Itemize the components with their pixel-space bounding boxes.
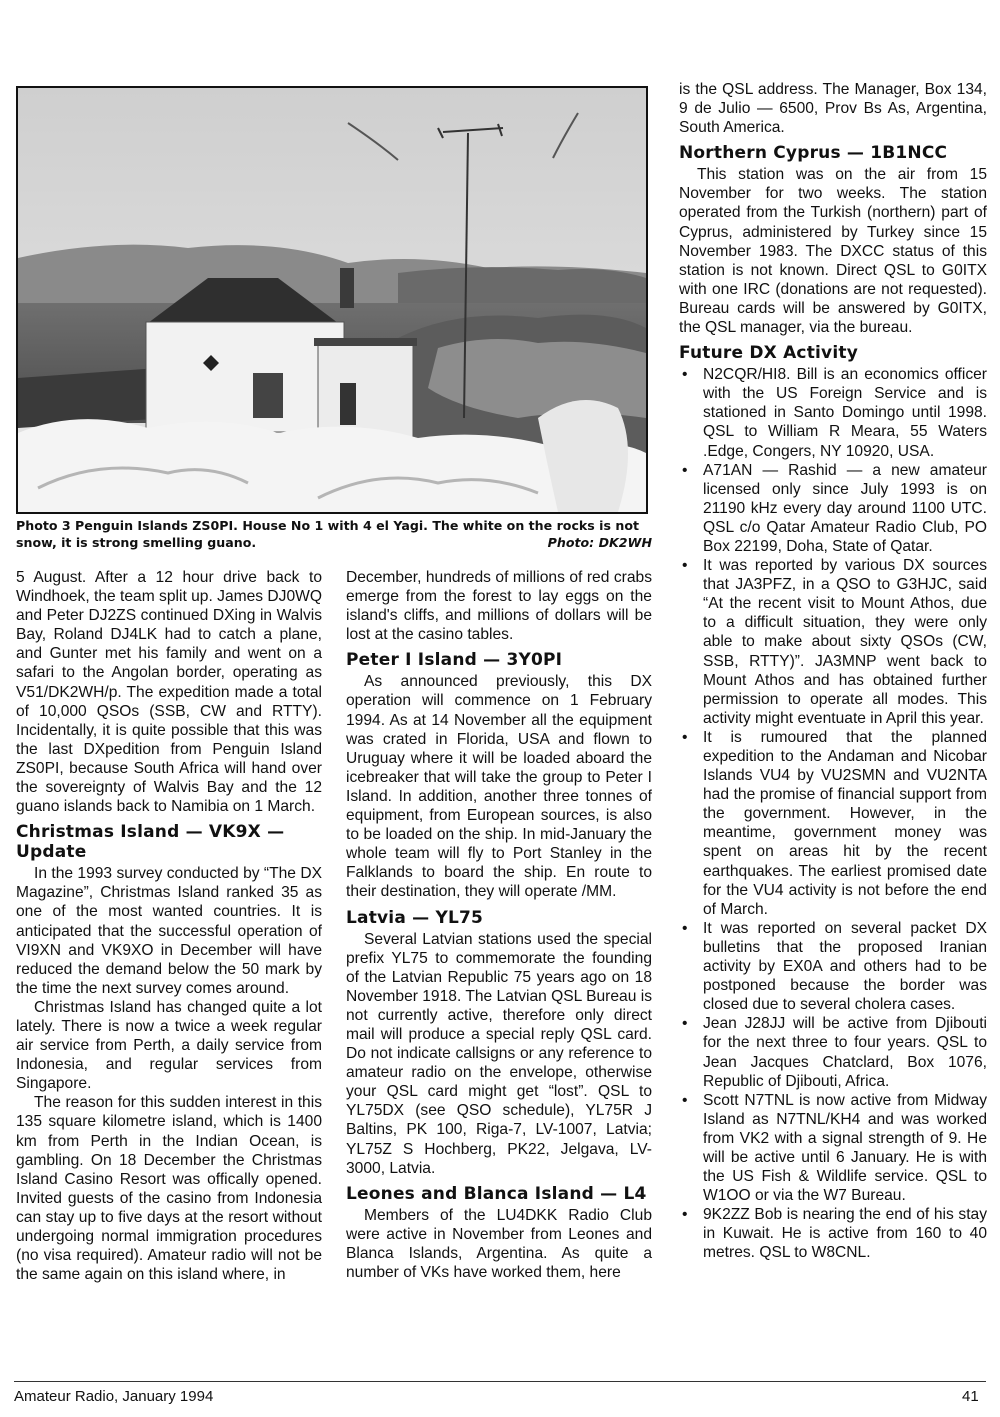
bullet-icon: • <box>682 1091 688 1109</box>
paragraph: In the 1993 survey conducted by “The DX Magazine”, Christmas Island ranked 35 as one of the most wanted countries. It is anticipated that the successful operation of VI9XN and VK9XO in December will have reduced the demand below the 50 mark by the time the next survey comes around. <box>16 865 322 997</box>
list-item: • It was reported by various DX sources that JA3PFZ, in a QSO to G3HJC, said “At the recent visit to Mount Athos, due to a difficult situation, they were only able to make about sixty QSOs (CW, SSB, RTTY)”. JA3MNP went back to Mount Athos and has obtained further permission to operate all modes. This activity might eventuate in April this year. <box>682 557 987 727</box>
list-item: • A71AN — Rashid — a new amateur licensed only since July 1993 is on 21190 kHz every day around 1100 UTC. QSL c/o Qatar Amateur Radio Club, PO Box 22199, Doha, State of Qatar. <box>682 461 987 555</box>
bullet-icon: • <box>682 557 688 575</box>
bullet-icon: • <box>682 919 688 937</box>
column-3 <box>679 80 987 1263</box>
list-item: • It was reported on several packet DX bulletins that the proposed Iranian activity by EX0A and others had to be postponed because the border was closed due to several cholera cases. <box>682 919 987 1014</box>
list-item: • Jean J28JJ will be active from Djibouti for the next three to four years. QSL to Jean Jacques Chatclard, Box 1076, Republic of Djibouti, Africa. <box>682 1015 987 1090</box>
list-item: • Scott N7TNL is now active from Midway Island as N7TNL/KH4 and was worked from VK2 with a signal strength of 9. He will be active until 6 January. He is with the US Fish & Wildlife service. QSL to W1OO or via the W7 Bureau. <box>682 1091 987 1205</box>
heading-northern-cyprus: Northern Cyprus — 1B1NCC <box>679 143 948 164</box>
photo-caption-text: Photo 3 Penguin Islands ZS0PI. House No 1 with 4 el Yagi. The white on the rocks is not snow, it is strong smelling guano. <box>16 518 639 550</box>
paragraph: This station was on the air from 15 November for two weeks. The station operated from the Turkish (northern) part of Cyprus, administered by Turkey since 15 November 1983. The DXCC status of this station is not known. Direct QSL to G0ITX with one IRC (donations are not requested). Bureau cards will be answered by G0ITX, the QSL manager, via the bureau. <box>679 166 987 337</box>
bullet-icon: • <box>682 366 688 384</box>
list-item: • 9K2ZZ Bob is nearing the end of his stay in Kuwait. He is active from 160 to 40 metres. QSL to W8CNL. <box>682 1206 987 1262</box>
photo-penguin-island-house <box>16 86 648 514</box>
bullet-icon: • <box>682 1015 688 1033</box>
page-number: 41 <box>962 1388 979 1405</box>
future-dx-list <box>679 365 987 1262</box>
footer-publication: Amateur Radio, January 1994 <box>14 1388 214 1405</box>
heading-leones-blanca: Leones and Blanca Island — L4 <box>346 1183 647 1204</box>
column-2 <box>346 568 652 1282</box>
bullet-icon: • <box>682 728 688 746</box>
photo-credit: Photo: DK2WH <box>547 535 652 550</box>
paragraph: is the QSL address. The Manager, Box 134, 9 de Julio — 6500, Prov Bs As, Argentina, South America. <box>679 81 987 137</box>
paragraph: The reason for this sudden interest in this 135 square kilometre island, which is 1400 km from Perth in the Indian Ocean, is gambling. On 18 December the Christmas Island Casino Resort was offically opened. Invited guests of the casino from Indonesia can stay up to five days at the resort without undergoing normal immigration procedures (no visa required). Amateur radio will not be the same again on this island where, in <box>16 1094 322 1284</box>
bullet-icon: • <box>682 1206 688 1224</box>
paragraph: 5 August. After a 12 hour drive back to Windhoek, the team split up. James DJ0WQ and Peter DJ2ZS continued DXing in Walvis Bay, Roland DJ4LK had to catch a plane, and Gunter met his family and went on a safari to the Angolan border, operating as V51/DK2WH/p. The expedition made a total of 10,000 QSOs (SSB, CW and RTTY). Incidentally, it is quite possible that this was the last DXpedition from Penguin Island ZS0PI, because South Africa will hand over the sovereignty of Walvis Bay and the 12 guano islands back to Namibia on 1 March. <box>16 569 322 816</box>
list-item: • It is rumoured that the planned expedition to the Andaman and Nicobar Islands VU4 by VU2SMN and VU2NTA had the promise of financial support from the government. However, in the meantime, government money was spent on areas hit by the recent earthquakes. The earliest promised date for the VU4 activity is not before the end of March. <box>682 728 987 918</box>
heading-christmas-island: Christmas Island — VK9X — Update <box>16 822 285 863</box>
paragraph: Several Latvian stations used the special prefix YL75 to commemorate the founding of the Latvian Republic 75 years ago on 18 November 1918. The Latvian QSL Bureau is not currently active, therefore only direct mail will produce a special reply QSL card. Do not indicate callsigns or any reference to amateur radio on the envelope, otherwise your QSL card might get “lost”. QSL to YL75DX (see QSO schedule), YL75R J Baltins, PK 100, Riga-7, LV-1007, Latvia; YL75Z S Hochberg, PK22, Jelgava, LV-3000, Latvia. <box>346 930 652 1177</box>
paragraph: Members of the LU4DKK Radio Club were active in November from Leones and Blanca Islands, Argentina. As quite a number of VKs have worked them, here <box>346 1206 652 1281</box>
photo-image <box>18 88 646 512</box>
list-item: • N2CQR/HI8. Bill is an economics officer with the US Foreign Service and is stationed in Santo Domingo until 1998. QSL to William R Meara, 55 Waters .Edge, Congers, NY 10920, USA. <box>682 366 987 460</box>
bullet-icon: • <box>682 461 688 479</box>
photo-caption <box>16 517 652 551</box>
heading-peter-i-island: Peter I Island — 3Y0PI <box>346 650 563 671</box>
footer-divider <box>14 1381 986 1382</box>
heading-future-dx-activity: Future DX Activity <box>679 343 858 364</box>
paragraph: December, hundreds of millions of red crabs emerge from the forest to lay eggs on the island's cliffs, and millions of dollars will be lost at the casino tables. <box>346 569 652 644</box>
paragraph: Christmas Island has changed quite a lot lately. There is now a twice a week regular air service from Perth, a daily service from Indonesia, and regular services from Singapore. <box>16 998 322 1093</box>
paragraph: As announced previously, this DX operation will commence on 1 February 1994. As at 14 November all the equipment was crated in Florida, USA and flown to Uruguay where it will be loaded aboard the icebreaker that will take the group to Peter I Island. In addition, another three tonnes of equipment, from European sources, is also to be loaded on the ship. In mid-January the whole team will fly to Port Stanley in the Falklands to board the ship. En route to their destination, they will operate /MM. <box>346 673 652 901</box>
column-1 <box>16 568 322 1284</box>
heading-latvia: Latvia — YL75 <box>346 907 484 928</box>
